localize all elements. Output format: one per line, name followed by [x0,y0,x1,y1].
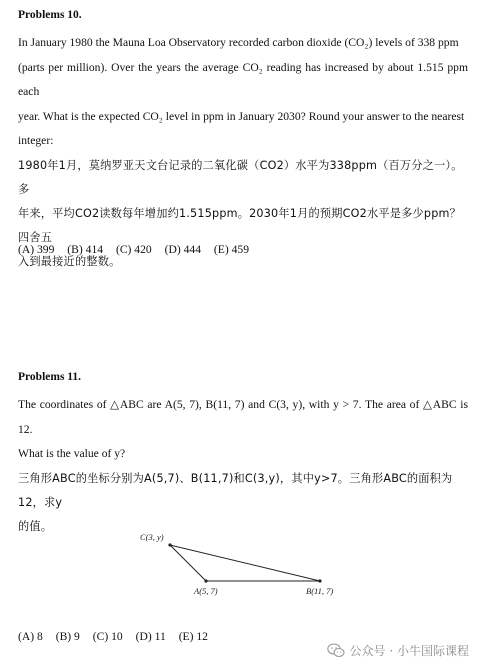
problem-10-en-line-3: year. What is the expected CO₂ level in ppm in January 2030? Round your answer to the nearest [18,109,465,123]
vertex-c-dot [168,543,171,546]
problem-10-choice-d: (D) 444 [164,243,201,256]
problem-11 [18,370,468,539]
problem-10-choices [18,243,259,256]
problem-10 [18,8,468,274]
problem-11-choice-d: (D) 11 [135,630,166,643]
problem-10-choice-a: (A) 399 [18,243,55,256]
triangle-figure [130,526,350,598]
wechat-icon [327,643,345,658]
problem-10-zh-line-3: 入到最接近的整数。 [18,254,121,268]
problem-11-choice-e: (E) 12 [178,630,208,643]
problem-11-english-text [18,393,468,467]
triangle-abc [170,545,320,581]
vertex-b-label: B(11, 7) [306,586,334,596]
vertex-a-label: A(5, 7) [194,586,218,596]
problem-10-choice-c: (C) 420 [115,243,152,256]
problem-10-zh-line-1: 1980年1月，莫纳罗亚天文台记录的二氧化碳（CO2）水平为338ppm（百万分之一）。多 [18,158,463,196]
problem-11-choices [18,630,218,643]
problem-10-english-text [18,31,468,154]
problem-10-en-line-2: (parts per million). Over the years the average CO₂ reading has increased by about 1.515 ppm each [18,60,468,98]
problem-11-zh-line-2: 的值。 [18,519,53,533]
vertex-c-label: C(3, y) [140,532,164,542]
problem-11-choice-c: (C) 10 [92,630,123,643]
problem-10-title: Problems 10. [18,9,82,21]
problem-11-zh-line-1: 三角形ABC的坐标分别为A(5,7)、B(11,7)和C(3,y)，其中y>7。三角形ABC的面积为12，求y [18,471,453,509]
problem-11-choice-b: (B) 9 [55,630,80,643]
vertex-b-dot [318,579,321,582]
problem-11-choice-a: (A) 8 [18,630,43,643]
problem-10-en-line-4: integer: [18,134,54,147]
problem-11-en-line-2: What is the value of y? [18,447,126,460]
problem-10-choice-e: (E) 459 [213,243,249,256]
watermark-text: 公众号 · 小牛国际课程 [349,644,469,658]
vertex-a-dot [204,579,207,582]
problem-11-en-line-1: The coordinates of △ABC are A(5, 7), B(11, 7) and C(3, y), with y > 7. The area of △ABC is 12. [18,398,468,436]
problem-10-choice-b: (B) 414 [67,243,104,256]
watermark [327,642,469,659]
problem-10-en-line-1: In January 1980 the Mauna Loa Observatory recorded carbon dioxide (CO₂) levels of 338 ppm [18,36,459,49]
problem-10-zh-line-2: 年来，平均CO2读数每年增加约1.515ppm。2030年1月的预期CO2水平是多少ppm？四舍五 [18,206,461,244]
problem-11-title: Problems 11. [18,371,82,383]
